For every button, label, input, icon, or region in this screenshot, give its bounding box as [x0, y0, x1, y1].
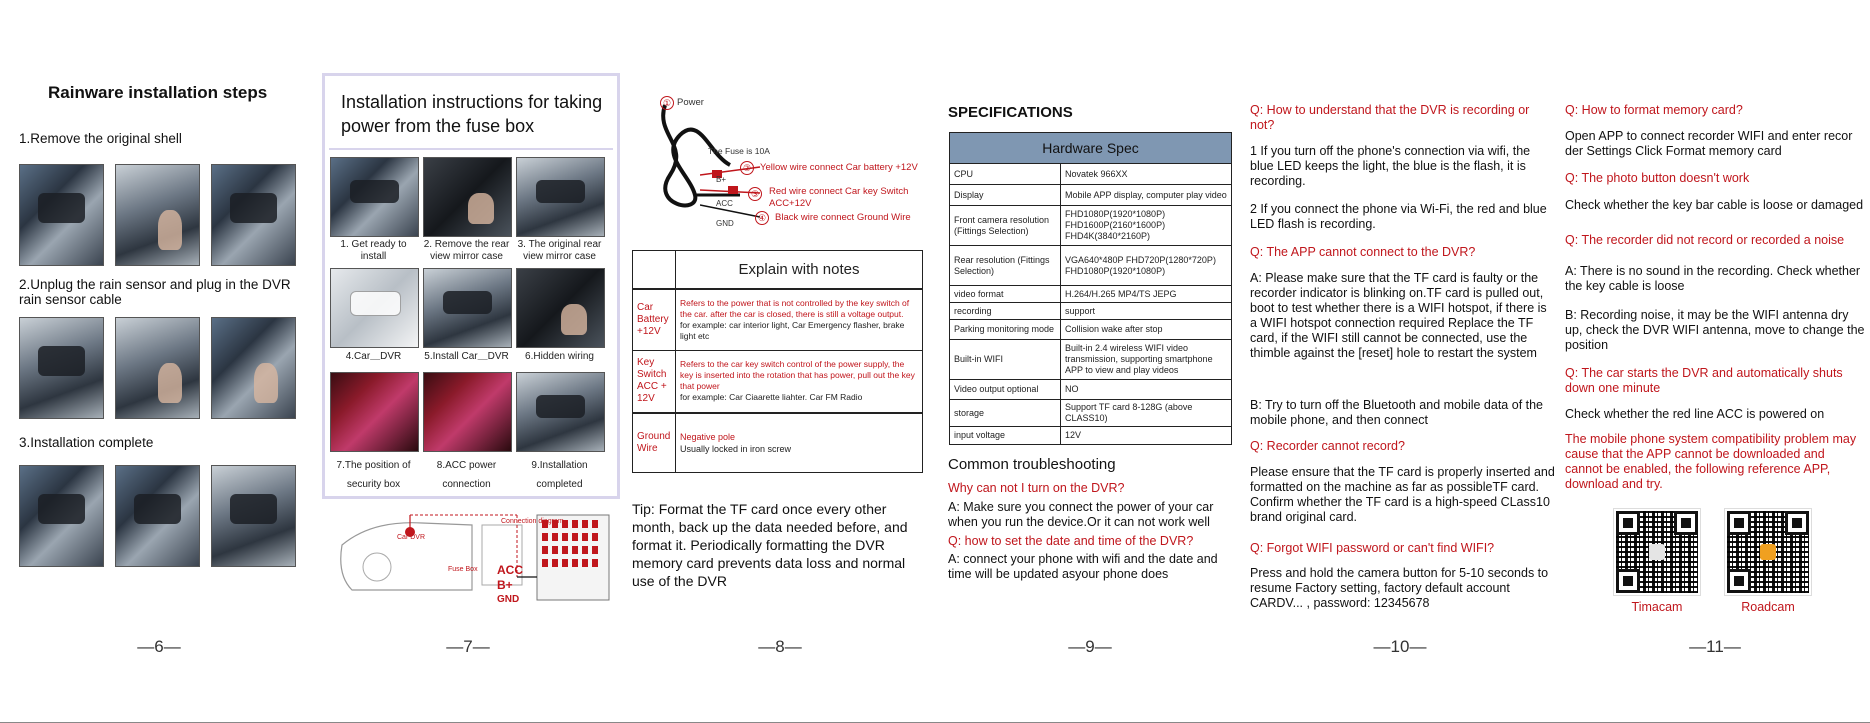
answer-2a: A: Please make sure that the TF card is faulty or the recorder indicator is blinking on.TF card is pulled out, boot to test whether there is a WIFI hotspot, if there is a WIFI hotspot connection required Replace the TF card, if the WIFI still cannot be connected, use the thimble against the [reset] hole to restart the system [1250, 271, 1547, 360]
caption-9: 9.Installation completed [531, 460, 588, 490]
question-4: Q: Forgot WIFI password or can't find WIFI? [1250, 541, 1495, 555]
caption-3: 3. The original rear view mirror case [517, 239, 602, 262]
spec-key: input voltage [950, 427, 1061, 445]
spec-value: Novatek 966XX [1061, 164, 1232, 185]
black-wire-note: Black wire connect Ground Wire [775, 212, 911, 223]
page-number: —11— [1689, 637, 1741, 656]
acc-description: Refers to the car key switch control of the power supply, the key is inserted into the rotation that has power, pull out the key that power [680, 359, 915, 392]
caption-7: 7.The position of security box [336, 460, 411, 490]
marker-1: ① [660, 96, 674, 110]
marker-4: ④ [755, 211, 769, 225]
caption-5: 5.Install Car＿DVR [424, 351, 509, 362]
answer-2: Check whether the key bar cable is loose or damaged [1565, 198, 1864, 212]
spec-value: 12V [1061, 427, 1232, 445]
caption-4: 4.Car＿DVR [345, 351, 402, 362]
question-1: Why can not I turn on the DVR? [948, 481, 1125, 495]
diagram-gnd: GND [497, 594, 520, 605]
answer-3: Please ensure that the TF card is properly inserted and formatted on the machine as far as possibleTF card. Confirm whether the TF card is a high-speed CLass10 brand original card. [1250, 465, 1555, 524]
caption-6: 6.Hidden wiring [525, 351, 594, 362]
marker-3: ③ [748, 187, 762, 201]
marker-2: ② [740, 161, 754, 175]
answer-1a: 1 If you turn off the phone's connection via wifi, the blue LED keeps the light, the blue is the flash, it is recording. [1250, 144, 1531, 188]
page-title: Rainware installation steps [48, 83, 268, 102]
red-wire-note-1: Red wire connect Car key Switch [769, 186, 909, 197]
spec-value: H.264/H.265 MP4/TS JEPG [1061, 286, 1232, 303]
page-number: —10— [1373, 637, 1427, 656]
caption-1: 1. Get ready to install [340, 239, 407, 262]
question-2: Q: The APP cannot connect to the DVR? [1250, 245, 1476, 259]
hardware-spec-header: Hardware Spec [950, 133, 1232, 164]
answer-4: Press and hold the camera button for 5-10 seconds to resume Factory setting, factory default account CARDV... , password: 12345678 [1250, 566, 1549, 610]
answer-2: A: connect your phone with wifi and the date and time will be updated asyour phone does [948, 552, 1218, 581]
spec-key: Front camera resolution (Fittings Selection) [950, 206, 1061, 246]
red-wire-note-2: ACC+12V [769, 198, 812, 209]
answer-1: A: Make sure you connect the power of your car when you run the device.Or it can not work well [948, 500, 1214, 529]
question-3: Q: Recorder cannot record? [1250, 439, 1405, 453]
spec-key: Display [950, 185, 1061, 206]
caption-2: 2. Remove the rear view mirror case [423, 239, 510, 262]
fuse-label: The Fuse is 10A [708, 146, 770, 156]
spec-value: FHD1080P(1920*1080P) FHD1600P(2160*1600P) FHD4K(3840*2160P) [1061, 206, 1232, 246]
page-number: —6— [137, 637, 181, 656]
battery-description: Refers to the power that is not controlled by the key switch of the car. after the car is closed, there is still a voltage output. [680, 297, 910, 319]
roadcam-qr-code[interactable] [1725, 509, 1811, 595]
spec-value: NO [1061, 380, 1232, 400]
answer-2b: B: Try to turn off the Bluetooth and mobile data of the mobile phone, and then connect [1250, 398, 1544, 427]
diagram-acc: ACC [497, 563, 523, 577]
spec-key: video format [950, 286, 1061, 303]
gnd-label: GND [716, 219, 734, 228]
spec-key: Built-in WIFI [950, 340, 1061, 380]
spec-key: Video output optional [950, 380, 1061, 400]
question-3: Q: The recorder did not record or recorded a noise [1565, 233, 1845, 247]
acc-label: ACC [716, 199, 733, 208]
question-1: Q: How to format memory card? [1565, 103, 1743, 117]
spec-value: Collision wake after stop [1061, 320, 1232, 340]
qr1-center-badge [1649, 544, 1665, 560]
qr2-center-badge [1760, 544, 1776, 560]
row-label-battery: Car Battery +12V [633, 289, 676, 351]
page-number: —9— [1068, 637, 1112, 656]
answer-4: Check whether the red line ACC is powered on [1565, 407, 1825, 421]
troubleshooting-title: Common troubleshooting [948, 456, 1116, 473]
row-label-ground: Ground Wire [633, 413, 676, 473]
answer-1b: 2 If you connect the phone via Wi-Fi, the red and blue LED flash is recording. [1250, 202, 1547, 231]
step-3-label: 3.Installation complete [19, 435, 154, 450]
diagram-fuse-label: Fuse Box [448, 566, 478, 573]
answer-3a: A: There is no sound in the recording. Check whether the key cable is loose [1565, 264, 1861, 293]
page-number: —7— [446, 637, 490, 656]
bplus-label: B+ [716, 175, 727, 184]
question-1: Q: How to understand that the DVR is recording or not? [1250, 103, 1530, 132]
row-label-acc: Key Switch ACC + 12V [633, 351, 676, 413]
diagram-title: Connection diagram [501, 518, 564, 525]
timacam-label: Timacam [1631, 600, 1683, 614]
roadcam-label: Roadcam [1741, 600, 1795, 614]
diagram-dvr-label: Car DVR [397, 534, 426, 541]
acc-example: for example: Car Ciaarette liahter. Car FM Radio [680, 392, 863, 403]
answer-1: Open APP to connect recorder WIFI and enter recor der Settings Click Format memory card [1565, 129, 1853, 158]
power-label: Power [677, 97, 704, 108]
spec-key: CPU [950, 164, 1061, 185]
step-1-label: 1.Remove the original shell [19, 131, 182, 146]
yellow-wire-note: Yellow wire connect Car battery +12V [760, 162, 918, 173]
ground-example: Usually locked in iron screw [680, 443, 792, 454]
step-2-label: 2.Unplug the rain sensor and plug in the DVR rain sensor cable [19, 277, 291, 307]
diagram-bplus: B+ [497, 578, 513, 592]
question-2: Q: how to set the date and time of the DVR? [948, 534, 1194, 548]
timacam-qr-code[interactable] [1614, 509, 1700, 595]
page-number: —8— [758, 637, 802, 656]
question-2: Q: The photo button doesn't work [1565, 171, 1750, 185]
ground-description: Negative pole [680, 431, 736, 442]
spec-key: recording [950, 303, 1061, 320]
answer-3b: B: Recording noise, it may be the WIFI antenna dry up, check the DVR WIFI antenna, move to change the position [1565, 308, 1865, 352]
specifications-title: SPECIFICATIONS [948, 104, 1073, 121]
spec-key: Parking monitoring mode [950, 320, 1061, 340]
compatibility-note: The mobile phone system compatibility problem may cause that the APP cannot be downloaded and cannot be enabled, the following reference APP, download and try. [1565, 432, 1857, 491]
notes-header: Explain with notes [676, 251, 923, 289]
battery-example: for example: car interior light, Car Emergency flasher, brake light etc [680, 319, 905, 341]
spec-value: Built-in 2.4 wireless WIFI video transmission, supporting smartphone APP to view and play videos [1061, 340, 1232, 380]
spec-key: Rear resolution (Fittings Selection) [950, 246, 1061, 286]
spec-value: VGA640*480P FHD720P(1280*720P) FHD1080P(1920*1080P) [1061, 246, 1232, 286]
caption-8: 8.ACC power connection [436, 460, 497, 490]
spec-value: support [1061, 303, 1232, 320]
tip-text: Tip: Format the TF card once every other month, back up the data needed before, and format it. Periodically formatting the DVR memory card prevents data loss and normal use of the DVR [632, 501, 908, 589]
spec-value: Support TF card 8-128G (above CLASS10) [1061, 400, 1232, 427]
panel-title: Installation instructions for taking power from the fuse box [341, 92, 603, 136]
question-4: Q: The car starts the DVR and automatically shuts down one minute [1565, 366, 1843, 395]
spec-key: storage [950, 400, 1061, 427]
spec-value: Mobile APP display, computer play video [1061, 185, 1232, 206]
